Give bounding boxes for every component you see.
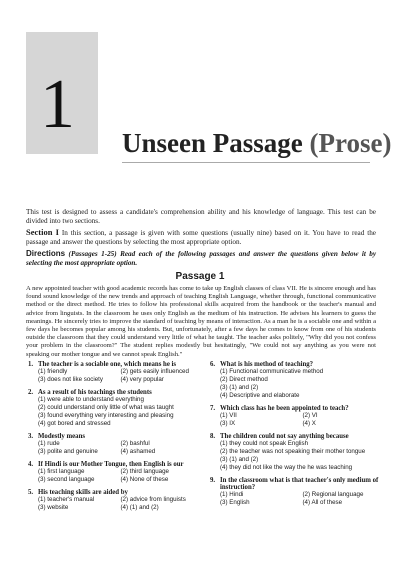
question-text: [28, 461, 203, 468]
title-divider: [122, 162, 370, 163]
questions-right-column: [210, 361, 385, 512]
answer-option: (2) the teacher was not speaking their mother tongue: [220, 448, 366, 455]
question-number: 7.: [210, 405, 216, 412]
answer-options: [28, 368, 203, 384]
answer-options: [210, 412, 385, 428]
answer-options: [28, 440, 203, 456]
answer-option: (3) does not like society: [38, 376, 103, 383]
answer-option: (4) (1) and (2): [120, 504, 159, 511]
answer-option: (4) Descriptive and elaborate: [220, 392, 300, 399]
section-label: Section I: [26, 227, 59, 237]
questions-left-column: [28, 361, 203, 517]
question-number: 4.: [28, 461, 34, 468]
question-number: 2.: [28, 389, 34, 396]
question-text: [210, 405, 385, 412]
question-number: 3.: [28, 433, 34, 440]
question-prompt: Modestly means: [38, 433, 86, 440]
answer-option: (3) second language: [38, 476, 95, 483]
answer-options: [210, 440, 385, 472]
question-item: [28, 433, 203, 456]
question-number: 9.: [210, 477, 216, 484]
answer-option: (3) IX: [220, 420, 236, 427]
question-text: [210, 477, 385, 491]
chapter-title: [122, 128, 391, 159]
directions-label: Directions: [26, 249, 66, 258]
question-text: [28, 389, 203, 396]
answer-option: (3) polite and genuine: [38, 448, 98, 455]
question-prompt: What is his method of teaching?: [220, 361, 314, 368]
question-item: [210, 405, 385, 428]
question-item: [28, 389, 203, 428]
question-prompt: If Hindi is our Mother Tongue, then English is our: [38, 461, 184, 468]
answer-option: (4) X: [302, 420, 316, 427]
answer-option: (1) rude: [38, 440, 60, 447]
question-prompt: The teacher is a sociable one, which means he is: [38, 361, 177, 368]
question-number: 6.: [210, 361, 216, 368]
question-text: [28, 433, 203, 440]
question-item: [28, 489, 203, 512]
answer-option: (3) (1) and (2): [220, 456, 259, 463]
question-number: 5.: [28, 489, 34, 496]
answer-option: (3) found everything very interesting and pleasing: [38, 412, 174, 419]
question-text: [28, 361, 203, 368]
question-prompt: As a result of his teachings the students: [38, 389, 152, 396]
answer-option: (3) website: [38, 504, 69, 511]
answer-option: (4) they did not like the way the he was teaching: [220, 464, 353, 471]
answer-option: (1) they could not speak English: [220, 440, 309, 447]
question-text: [210, 361, 385, 368]
answer-option: (2) Direct method: [220, 376, 268, 383]
answer-option: (1) friendly: [38, 368, 68, 375]
answer-option: (4) None of these: [120, 476, 169, 483]
question-number: 1.: [28, 361, 34, 368]
question-number: 8.: [210, 433, 216, 440]
question-text: [210, 433, 385, 440]
answer-options: [28, 468, 203, 484]
answer-option: (2) could understand only little of what was taught: [38, 404, 174, 411]
section-paragraph: [26, 228, 376, 247]
passage-title: Passage 1: [175, 271, 225, 282]
question-item: [28, 361, 203, 384]
answer-option: (2) gets easily influenced: [120, 368, 189, 375]
answer-options: [210, 491, 385, 507]
question-item: [28, 461, 203, 484]
question-item: [210, 433, 385, 472]
answer-option: (3) English: [220, 499, 250, 506]
question-prompt: In the classroom what is that teacher's only medium of instruction?: [220, 477, 379, 491]
answer-option: (1) Hindi: [220, 491, 244, 498]
answer-options: [210, 368, 385, 400]
answer-option: (4) got bored and stressed: [38, 420, 111, 427]
answer-option: (4) very popular: [120, 376, 164, 383]
answer-option: (4) ashamed: [120, 448, 156, 455]
directions-paragraph: [26, 249, 376, 268]
question-item: [210, 361, 385, 400]
chapter-number: 1: [40, 66, 75, 143]
answer-options: [28, 496, 203, 512]
chapter-title-subtitle: (Prose): [309, 128, 392, 158]
intro-paragraph: This test is designed to assess a candidate's comprehension ability and his knowledge of language. This test can be divided into two sections.: [26, 208, 376, 226]
section-text: In this section, a passage is given with some questions (usually nine) based on it. You have to read the passage and answer the questions by selecting the most appropriate option.: [26, 229, 376, 247]
question-prompt: Which class has he been appointed to teach?: [220, 405, 349, 412]
answer-option: (2) advice from linguists: [120, 496, 186, 503]
question-text: [28, 489, 203, 496]
question-item: [210, 477, 385, 507]
question-prompt: His teaching skills are aided by: [38, 489, 128, 496]
answer-option: (4) All of these: [302, 499, 343, 506]
answer-option: (2) bashful: [120, 440, 150, 447]
chapter-title-main: Unseen Passage: [122, 128, 303, 158]
answer-option: (2) third language: [120, 468, 169, 475]
answer-option: (1) Functional communicative method: [220, 368, 324, 375]
answer-options: [28, 396, 203, 428]
answer-option: (1) VII: [220, 412, 237, 419]
directions-text: (Passages 1-25) Read each of the following passages and answer the questions given below it by selecting the most appropriate option.: [26, 250, 377, 268]
passage-text: A new appointed teacher with good academic records has come to take up English classes of class VII. He is sincere enough and has found sound knowledge of the new trends and approach of teaching English Language, whether through, functional communicative method or the direct method. He tries to follow his professional skills acquired from the handbook or the teacher's manual and advice from linguists. In the classroom he uses only English as the medium of his instruction. He advises his learners to guess the meanings. He sincerely tries to improve the standard of teaching by means of interaction. As a man he is a sociable one and within a few days he becomes popular among his students. But, unfortunately, after a few days he comes to know from one of his students outside the classroom that they could understand very little of what he taught. The teacher asks politely, "Why did you not confess your problem in the classroom?" The student replies modestly but hesitatingly, "We could not say anything as you were not speaking our mother tongue and we cannot speak English.": [26, 285, 376, 358]
answer-option: (1) were able to understand everything: [38, 396, 144, 403]
answer-option: (1) first language: [38, 468, 85, 475]
answer-option: (1) teacher's manual: [38, 496, 95, 503]
answer-option: (2) VI: [302, 412, 318, 419]
question-prompt: The children could not say anything because: [220, 433, 349, 440]
answer-option: (2) Regional language: [302, 491, 364, 498]
answer-option: (3) (1) and (2): [220, 384, 259, 391]
